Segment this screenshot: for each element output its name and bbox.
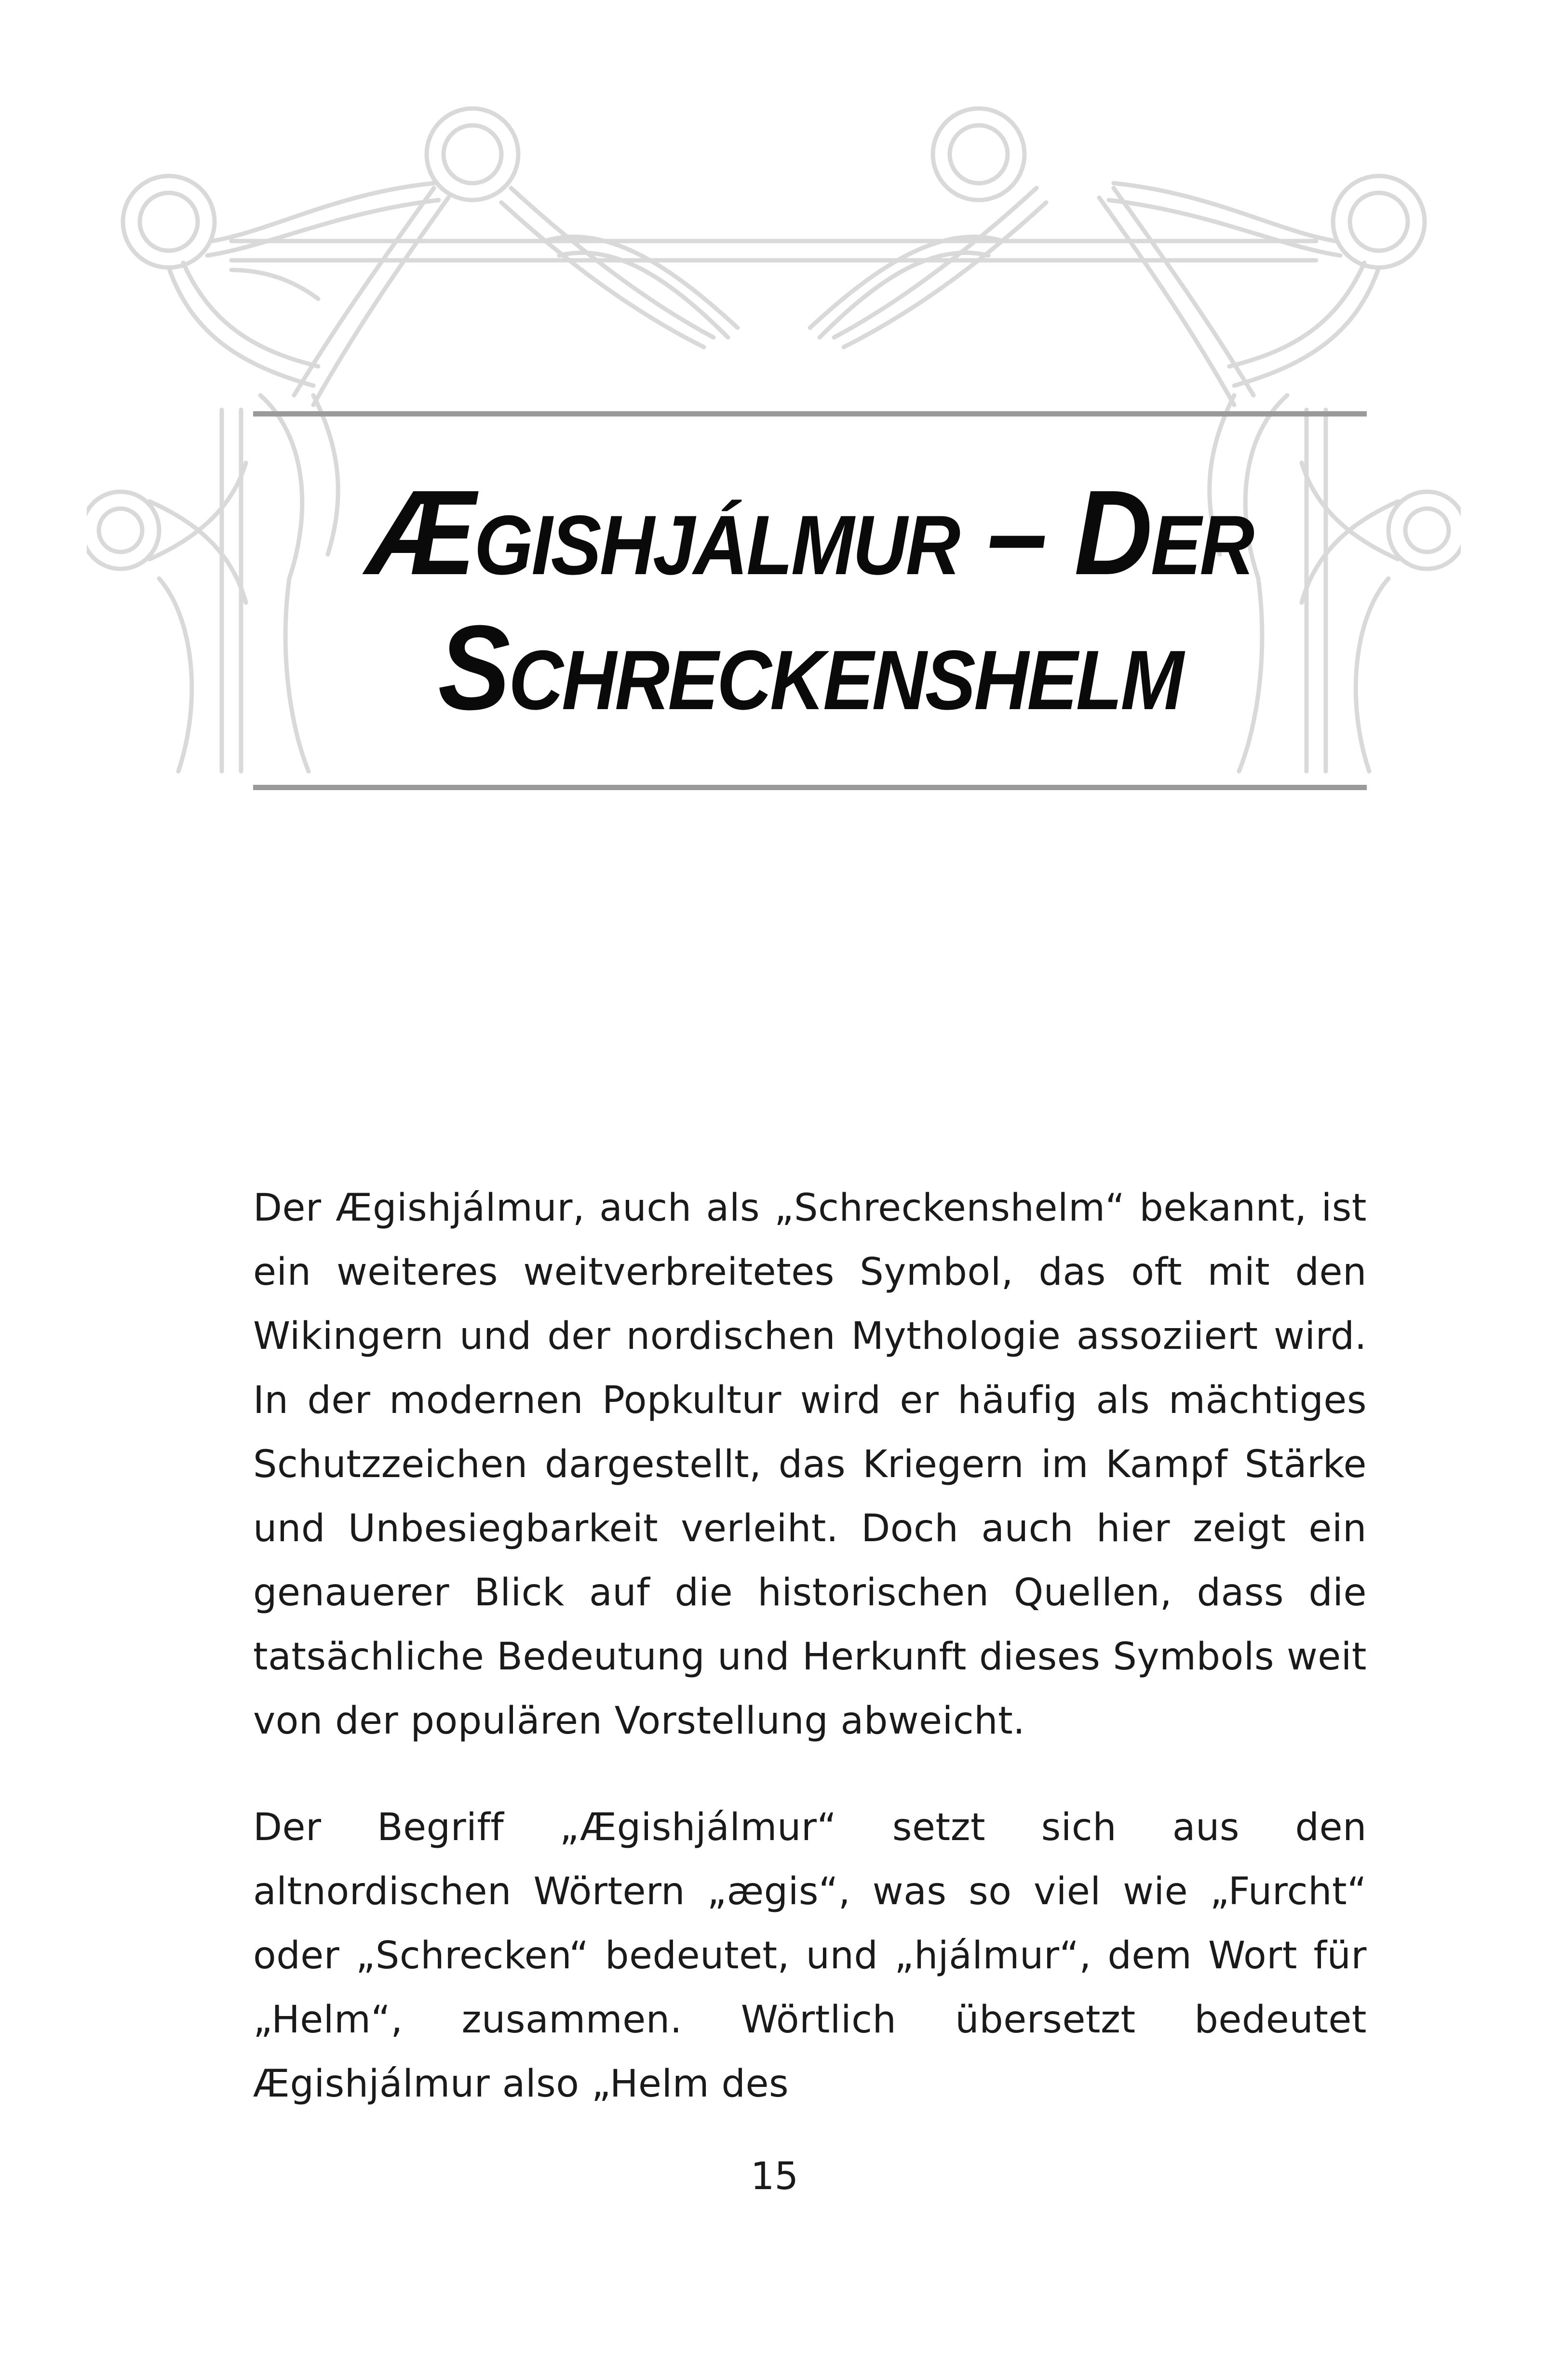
- title-rule-bottom: [253, 785, 1367, 790]
- chapter-title-line-2: Schreckenshelm: [438, 600, 1182, 735]
- chapter-title: [367, 465, 1253, 735]
- title-rule-top: [253, 411, 1367, 417]
- page-number: 15: [750, 2155, 799, 2198]
- paragraph: Der Begriff „Ægishjálmur“ setzt sich aus den altnordischen Wörtern „ægis“, was so viel wie „Furcht“ oder „Schrecken“ bedeutet, und „hjálmur“, dem Wort für „Helm“, zusammen. Wörtlich übersetzt bedeutet Ægishjálmur also „Helm des: [253, 1806, 1367, 2106]
- chapter-title-box: [253, 419, 1367, 781]
- body-text: [253, 1176, 1367, 2159]
- chapter-title-line-1: Ægishjálmur – Der: [367, 465, 1253, 600]
- paragraph: Der Ægishjálmur, auch als „Schreckenshelm“ bekannt, ist ein weiteres weitverbreitetes Symbol, das oft mit den Wikingern und der nordischen Mythologie assoziiert wird. In der modernen Popkultur wird er häufig als mächtiges Schutzzeichen dargestellt, das Kriegern im Kampf Stärke und Unbesiegbarkeit verleiht. Doch auch hier zeigt ein genauerer Blick auf die historischen Quellen, dass die tatsächliche Bedeutung und Herkunft dieses Symbols weit von der populären Vorstellung abweicht.: [253, 1186, 1367, 1743]
